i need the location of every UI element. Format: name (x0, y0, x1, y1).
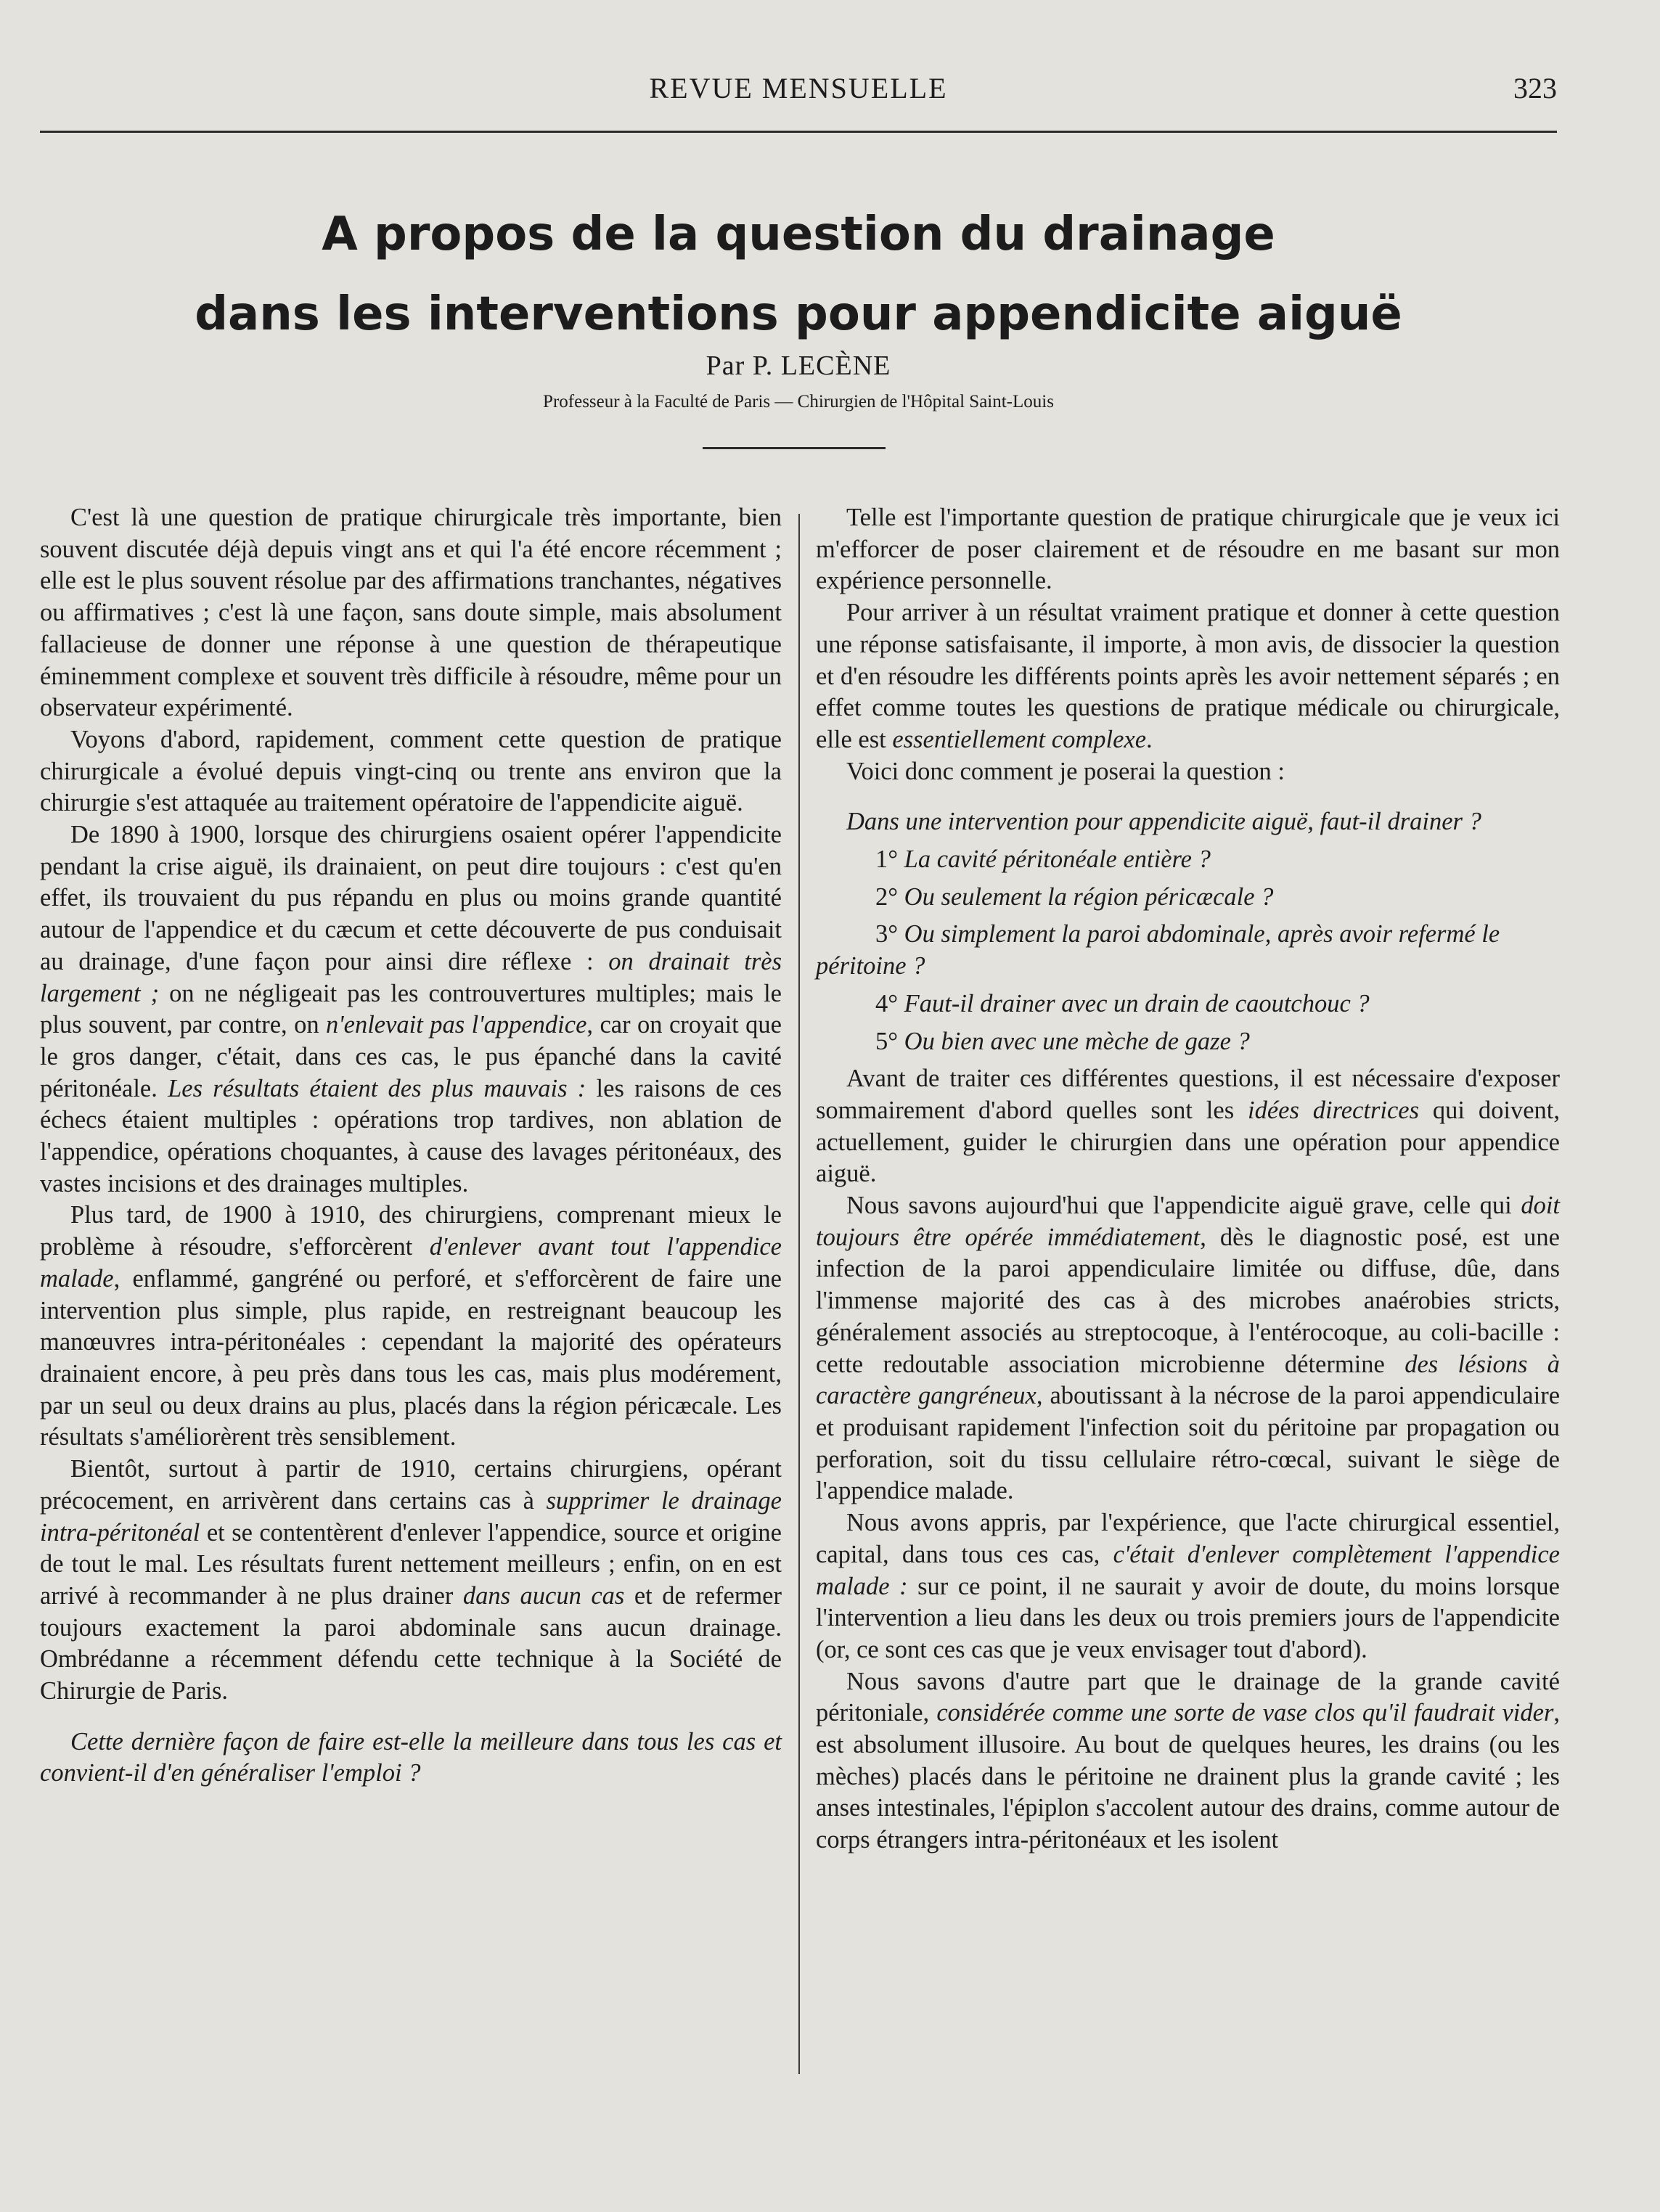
column-separator (798, 514, 800, 2074)
list-item: 3° Ou simplement la paroi abdominale, après avoir refermé le péritoine ? (816, 920, 1500, 980)
running-header (40, 71, 1557, 115)
paragraph: Telle est l'importante question de pratique chirurgicale que je veux ici m'efforcer de poser clairement et de résoudre en me basant sur mon expérience personnelle. (816, 504, 1560, 595)
paragraph: Plus tard, de 1900 à 1910, des chirurgiens, comprenant mieux le problème à résoudre, s'efforcèrent d'enlever avant tout l'appendice malade, enflammé, gangréné ou perforé, et s'efforcèrent de faire une intervention plus simple, plus rapide, en restreignant beaucoup les manœuvres intra-péritonéales : cependant la majorité des opérateurs drainaient encore, à peu près dans tous les cas, mais plus modérement, par un seul ou deux drains au plus, placés dans la région péricæcale. Les résultats s'améliorèrent très sensiblement. (40, 1201, 782, 1451)
paragraph: De 1890 à 1900, lorsque des chirurgiens osaient opérer l'appendicite pendant la crise aiguë, ils drainaient, on peut dire toujours : c'est qu'en effet, ils trouvaient du pus répandu en plus ou moins grande quantité autour de l'appendice et du cæcum et cette découverte de pus conduisait au drainage, d'une façon pour ainsi dire réflexe : on drainait très largement ; on ne négligeait pas les controuvertures multiples; mais le plus souvent, par contre, on n'enlevait pas l'appendice, car on croyait que le gros danger, c'était, dans ces cas, le pus épanché dans la cavité péritonéale. Les résultats étaient des plus mauvais : les raisons de ces échecs étaient multiples : opérations trop tardives, non ablation de l'appendice, opérations choquantes, à cause des lavages péritonéaux, des vastes incisions et des drainages multiples. (40, 821, 782, 1197)
list-item: 1° La cavité péritonéale entière ? (875, 845, 1211, 874)
title-line-2: dans les interventions pour appendicite aiguë (195, 287, 1402, 341)
paragraph: Bientôt, surtout à partir de 1910, certains chirurgiens, opérant précocement, en arrivèrent dans certains cas à supprimer le drainage intra-péritonéal et se contentèrent d'enlever l'appendice, source et origine de tout le mal. Les résultats furent nettement meilleurs ; enfin, on en est arrivé à recommander à ne plus drainer dans aucun cas et de refermer toujours exactement la paroi abdominale sans aucun drainage. Ombrédanne a récemment défendu cette technique à la Société de Chirurgie de Paris. (40, 1455, 782, 1705)
header-rule (40, 131, 1557, 133)
page-number: 323 (1513, 72, 1557, 105)
paragraph: Nous savons aujourd'hui que l'appendicite aiguë grave, celle qui doit toujours être opérée immédiatement, dès le diagnostic posé, est une infection de la paroi appendiculaire limitée ou diffuse, dûe, dans l'immense majorité des cas à des microbes anaérobies stricts, généralement associés au streptocoque, à l'entérocoque, au coli-bacille : cette redoutable association microbienne détermine des lésions à caractère gangréneux, aboutissant à la nécrose de la paroi appendiculaire et produisant rapidement l'infection soit du péritoine par propagation ou perforation, soit du tissu cellulaire rétro-cœcal, suivant le siège de l'appendice malade. (816, 1192, 1561, 1505)
paragraph: Voici donc comment je poserai la question : (846, 757, 1285, 785)
paragraph: Nous avons appris, par l'expérience, que l'acte chirurgical essentiel, capital, dans tous ces cas, c'était d'enlever complètement l'appendice malade : sur ce point, il ne saurait y avoir de doute, du moins lorsque l'intervention a lieu dans les deux ou trois premiers jours de l'appendicite (or, ce sont ces cas que je veux envisager tout d'abord). (816, 1509, 1560, 1663)
paragraph: Avant de traiter ces différentes questions, il est nécessaire d'exposer sommairement d'abord quelles sont les idées directrices qui doivent, actuellement, guider le chirurgien dans une opération pour appendice aiguë. (816, 1065, 1560, 1188)
paragraph: Voyons d'abord, rapidement, comment cette question de pratique chirurgicale a évolué depuis vingt-cinq ou trente ans environ que la chirurgie s'est attaquée au traitement opératoire de l'appendicite aiguë. (40, 725, 782, 817)
paragraph: Pour arriver à un résultat vraiment pratique et donner à cette question une réponse satisfaisante, il importe, à mon avis, de dissocier la question et d'en résoudre les différents points après les avoir nettement séparés ; en effet comme toutes les questions de pratique médicale ou chirurgicale, elle est essentiellement complexe. (816, 599, 1560, 753)
left-column (40, 502, 782, 1790)
author-affiliation: Professeur à la Faculté de Paris — Chirurgien de l'Hôpital Saint-Louis (543, 392, 1054, 411)
list-item: 4° Faut-il drainer avec un drain de caoutchouc ? (875, 989, 1370, 1017)
paragraph: C'est là une question de pratique chirurgicale très importante, bien souvent discutée déjà depuis vingt ans et qui l'a été encore récemment ; elle est le plus souvent résolue par des affirmations tranchantes, négatives ou affirmatives ; c'est là une façon, sans doute simple, mais absolument fallacieuse de donner une réponse à une question de thérapeutique éminemment complexe et souvent très difficile à résoudre, même pour un observateur expérimenté. (40, 504, 782, 722)
article-title (40, 194, 1557, 354)
list-item: 5° Ou bien avec une mèche de gaze ? (875, 1027, 1250, 1055)
paragraph: Cette dernière façon de faire est-elle la meilleure dans tous les cas et convient-il d'en généraliser l'emploi ? (40, 1727, 782, 1787)
running-title: REVUE MENSUELLE (649, 72, 948, 105)
question-paragraph: Dans une intervention pour appendicite aiguë, faut-il drainer ? (846, 808, 1481, 836)
title-line-1: A propos de la question du drainage (322, 208, 1275, 261)
title-rule (703, 447, 886, 449)
byline: Par P. LECÈNE (706, 351, 891, 381)
right-column (816, 502, 1560, 1856)
list-item: 2° Ou seulement la région péricæcale ? (875, 882, 1274, 911)
paragraph: Nous savons d'autre part que le drainage de la grande cavité péritoniale, considérée comme une sorte de vase clos qu'il faudrait vider, est absolument illusoire. Au bout de quelques heures, les drains (ou les mèches) placés dans le péritoine ne drainent plus la grande cavité ; les anses intestinales, l'épiplon s'accolent autour des drains, comme autour de corps étrangers intra-péritonéaux et les isolent (816, 1667, 1560, 1854)
